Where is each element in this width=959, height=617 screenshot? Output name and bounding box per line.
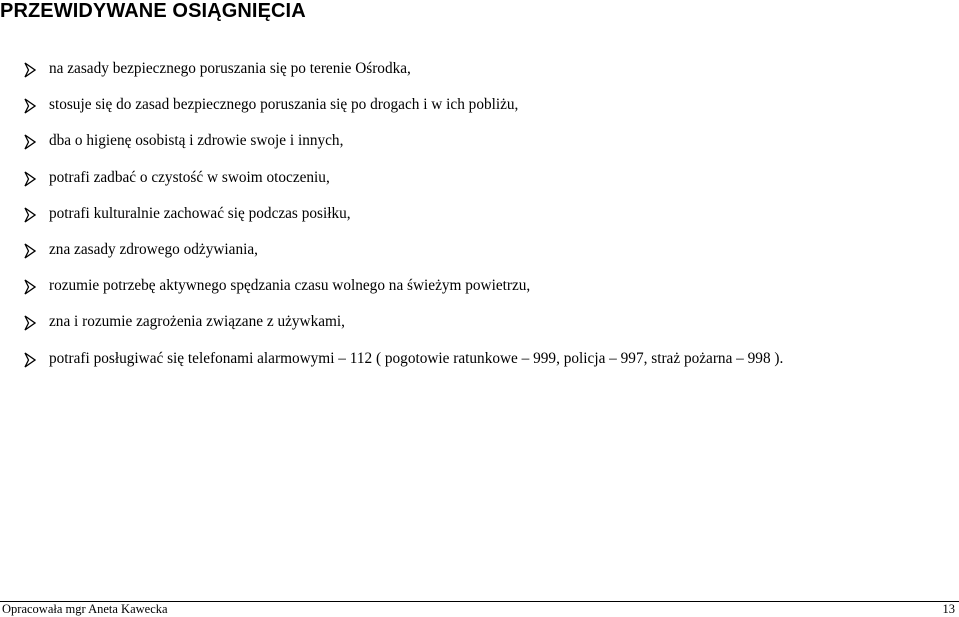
page-footer (0, 601, 959, 616)
list-item (24, 60, 944, 96)
list-item-text: stosuje się do zasad bezpiecznego poruszania się po drogach i w ich pobliżu, (49, 96, 519, 114)
list-item (24, 277, 944, 313)
footer-author: Opracowała mgr Aneta Kawecka (2, 602, 168, 616)
page-number: 13 (942, 602, 955, 616)
list-item-text: rozumie potrzebę aktywnego spędzania czasu wolnego na świeżym powietrzu, (49, 277, 531, 295)
achievement-list (24, 60, 944, 386)
arrowhead-bullet-icon (24, 351, 36, 369)
list-item-text: potrafi zadbać o czystość w swoim otoczeniu, (49, 168, 330, 186)
list-item-text: potrafi posługiwać się telefonami alarmowymi – 112 ( pogotowie ratunkowe – 999, policja – 997, straż pożarna – 998 ). (49, 349, 784, 367)
list-item (24, 169, 944, 205)
page-heading: PRZEWIDYWANE OSIĄGNIĘCIA (0, 0, 306, 22)
list-item (24, 205, 944, 241)
list-item-text: zna i rozumie zagrożenia związane z używkami, (49, 313, 346, 331)
arrowhead-bullet-icon (24, 61, 36, 79)
arrowhead-bullet-icon (24, 314, 36, 332)
list-item-text: potrafi kulturalnie zachować się podczas posiłku, (49, 204, 351, 222)
arrowhead-bullet-icon (24, 242, 36, 260)
list-item (24, 313, 944, 349)
list-item-text: zna zasady zdrowego odżywiania, (49, 240, 258, 258)
list-item (24, 350, 944, 386)
arrowhead-bullet-icon (24, 170, 36, 188)
arrowhead-bullet-icon (24, 97, 36, 115)
arrowhead-bullet-icon (24, 278, 36, 296)
list-item (24, 132, 944, 168)
list-item-text: dba o higienę osobistą i zdrowie swoje i innych, (49, 132, 344, 150)
list-item (24, 96, 944, 132)
list-item-text: na zasady bezpiecznego poruszania się po terenie Ośrodka, (49, 60, 411, 77)
list-item (24, 241, 944, 277)
arrowhead-bullet-icon (24, 133, 36, 151)
arrowhead-bullet-icon (24, 206, 36, 224)
